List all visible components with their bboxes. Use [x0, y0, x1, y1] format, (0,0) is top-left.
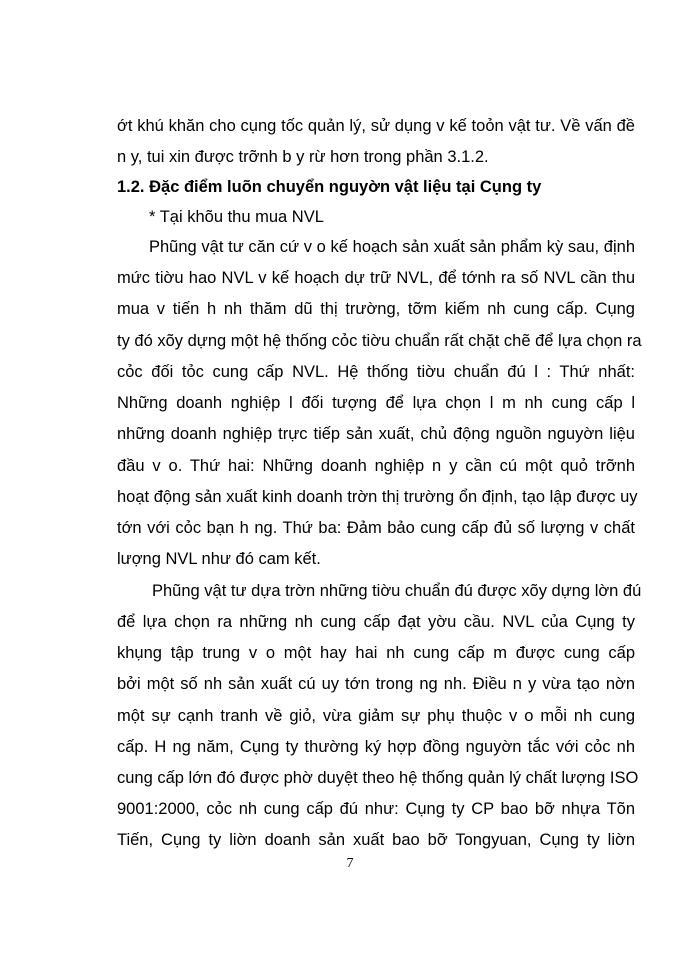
- paragraph2-line-1: Phũng vật tư dựa trờn những tiờu chuẩn đú được xõy dựng lờn đú: [152, 582, 642, 600]
- paragraph2-line-5: một sự cạnh tranh về giỏ, vừa giảm sự phụ thuộc v o mỗi nh cung: [117, 707, 635, 725]
- paragraph1-line-4: ty đó xõy dựng một hệ thống cỏc tiờu chuẩn rất chặt chẽ để lựa chọn ra: [117, 332, 642, 350]
- subheading: * Tại khõu thu mua NVL: [149, 208, 324, 226]
- section-heading: 1.2. Đặc điểm luõn chuyển nguyờn vật liệu tại Cụng ty: [117, 178, 542, 196]
- paragraph2-line-4: bởi một số nh sản xuất cú uy tớn trong ng nh. Điều n y vừa tạo nờn: [117, 675, 635, 693]
- paragraph1-line-1: Phũng vật tư căn cứ v o kế hoạch sản xuất sản phẩm kỳ sau, định: [149, 238, 635, 256]
- paragraph1-line-10: tớn với cỏc bạn h ng. Thứ ba: Đảm bảo cung cấp đủ số lượng v chất: [117, 519, 635, 537]
- paragraph1-line-11: lượng NVL như đó cam kết.: [117, 550, 321, 568]
- paragraph1-line-2: mức tiờu hao NVL v kế hoạch dự trữ NVL, để tớnh ra số NVL cần thu: [117, 269, 635, 287]
- intro-line-2: n y, tui xin được trỡnh b y rừ hơn trong phần 3.1.2.: [117, 148, 489, 166]
- paragraph2-line-6: cấp. H ng năm, Cụng ty thường ký hợp đồng nguyờn tắc với cỏc nh: [117, 738, 635, 756]
- paragraph2-line-8: 9001:2000, cỏc nh cung cấp đú như: Cụng ty CP bao bỡ nhựa Tõn: [117, 800, 635, 818]
- paragraph2-line-2: để lựa chọn ra những nh cung cấp đạt yờu cầu. NVL của Cụng ty: [117, 613, 635, 631]
- paragraph1-line-9: hoạt động sản xuất kinh doanh trờn thị trường ổn định, tạo lập được uy: [117, 488, 638, 506]
- paragraph1-line-3: mua v tiến h nh thăm dũ thị trường, tỡm kiếm nh cung cấp. Cụng: [117, 300, 635, 318]
- paragraph1-line-7: những doanh nghiệp trực tiếp sản xuất, chủ động nguồn nguyờn liệu: [117, 425, 635, 443]
- paragraph1-line-6: Những doanh nghiệp l đối tượng để lựa chọn l m nh cung cấp l: [117, 394, 635, 412]
- paragraph1-line-5: cỏc đối tỏc cung cấp NVL. Hệ thống tiờu chuẩn đú l : Thứ nhất:: [117, 363, 635, 381]
- paragraph2-line-3: khụng tập trung v o một hay hai nh cung cấp m được cung cấp: [117, 644, 635, 662]
- page-number: 7: [346, 856, 354, 871]
- intro-line-1: ớt khú khăn cho cụng tốc quản lý, sử dụng v kế toỏn vật tư. Về vấn đề: [117, 117, 635, 135]
- paragraph2-line-9: Tiến, Cụng ty liờn doanh sản xuất bao bỡ Tongyuan, Cụng ty liờn: [117, 831, 635, 849]
- paragraph1-line-8: đầu v o. Thứ hai: Những doanh nghiệp n y cần cú một quỏ trỡnh: [117, 457, 635, 475]
- paragraph2-line-7: cung cấp lớn đó được phờ duyệt theo hệ thống quản lý chất lượng ISO: [117, 769, 639, 787]
